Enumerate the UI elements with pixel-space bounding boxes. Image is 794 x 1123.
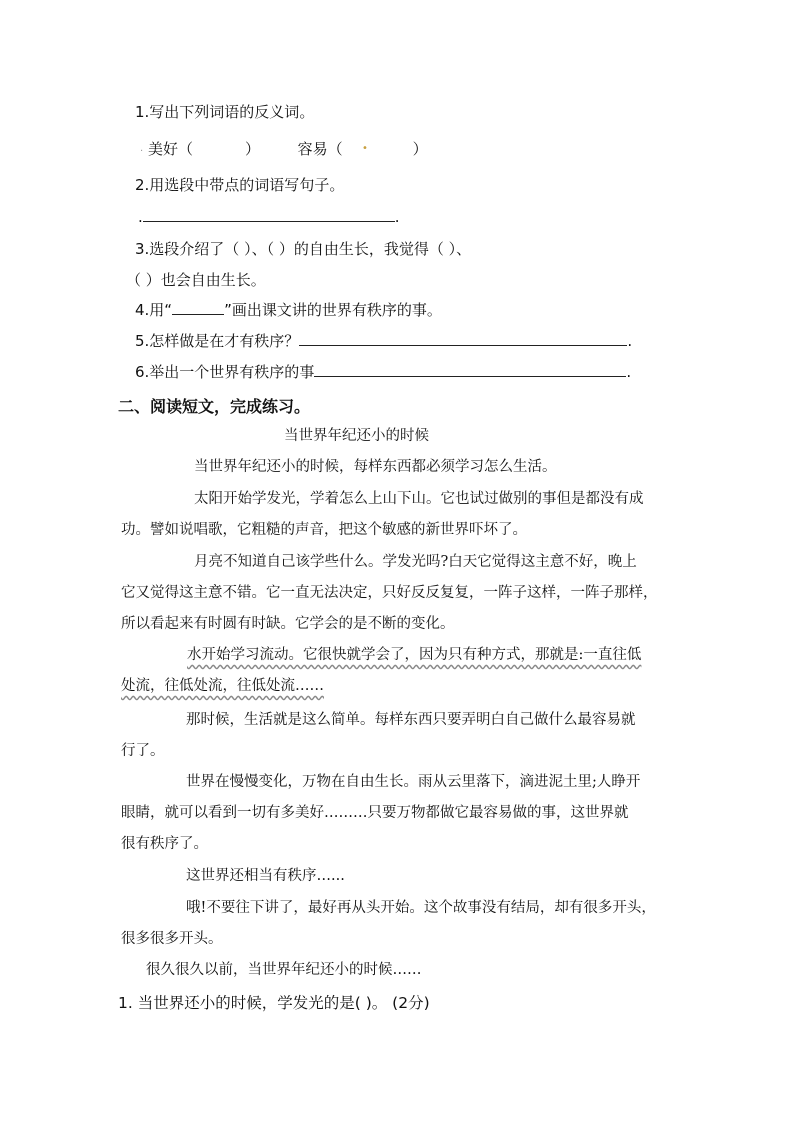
reading-question-1: 1. 当世界还小的时候，学发光的是( )。 (2分) [118, 994, 430, 1012]
paragraph-6-line-1: 世界在慢慢变化，万物在自由生长。雨从云里落下，滴进泥土里;人睁开 [186, 774, 641, 790]
question-1-answers [140, 139, 428, 162]
lead-dot: . [138, 208, 143, 226]
question-3-line-2: （ ）也会自由生长。 [126, 271, 266, 289]
close-paren-1: ） [244, 140, 260, 158]
q5-end: . [627, 332, 633, 350]
question-2-answer-line [138, 207, 400, 227]
q6-text: 6.举出一个世界有秩序的事 [135, 363, 315, 381]
paragraph-3-line-1: 月亮不知道自己该学些什么。学发光吗?白天它觉得这主意不好，晚上 [194, 554, 637, 570]
word-meihao: 美好（ [147, 140, 193, 158]
close-paren-2: ） [412, 140, 428, 158]
paragraph-8-line-2: 很多很多开头。 [121, 931, 223, 947]
section-heading: 二、阅读短文，完成练习。 [118, 397, 311, 416]
orange-dot: • [362, 143, 368, 154]
question-2: 2.用选段中带点的词语写句子。 [135, 176, 345, 194]
paragraph-3-line-3: 所以看起来有时圆有时缺。它学会的是不断的变化。 [121, 616, 455, 632]
paragraph-8-line-1: 哦!不要往下讲了，最好再从头开始。这个故事没有结局，却有很多开头， [186, 900, 656, 916]
question-6 [135, 362, 631, 382]
answer-line-5[interactable] [299, 331, 627, 346]
answer-line-6[interactable] [314, 362, 626, 377]
paragraph-3-line-2: 它又觉得这主意不错。它一直无法决定，只好反反复复，一阵子这样，一阵子那样， [121, 585, 658, 601]
paragraph-9: 很久很久以前，当世界年纪还小的时候…… [146, 962, 422, 978]
passage-title: 当世界年纪还小的时候 [284, 428, 429, 444]
paragraph-2-line-2: 功。譬如说唱歌，它粗糙的声音，把这个敏感的新世界吓坏了。 [121, 522, 527, 538]
q4-start: 4.用“ [135, 301, 173, 319]
q4-end: ”画出课文讲的世界有秩序的事。 [224, 301, 442, 319]
paragraph-4-line-1: 水开始学习流动。它很快就学会了，因为只有种方式，那就是:一直往低 [187, 647, 642, 663]
paragraph-7: 这世界还相当有秩序…... [186, 868, 345, 884]
answer-line-2[interactable] [143, 207, 395, 222]
paragraph-5-line-1: 那时候，生活就是这么简单。每样东西只要弄明白自己做什么最容易就 [186, 712, 636, 728]
question-4 [135, 300, 442, 320]
paragraph-6-line-3: 很有秩序了。 [121, 836, 208, 852]
paragraph-6-line-2: 眼睛，就可以看到一切有多美好………只要万物都做它最容易做的事，这世界就 [121, 805, 629, 821]
q5-text: 5.怎样做是在才有秩序？ [135, 332, 300, 350]
end-dot: . [394, 208, 400, 226]
q6-end: . [626, 363, 632, 381]
word-rongyi: 容易（ [297, 140, 343, 158]
paragraph-5-line-2: 行了。 [121, 743, 165, 759]
question-5 [135, 331, 632, 351]
question-3-line-1: 3.选段介绍了（ ）、（ ）的自由生长，我觉得（ ）、 [135, 240, 472, 258]
paragraph-4-line-2: 处流，往低处流，往低处流…… [121, 678, 324, 694]
question-1: 1.写出下列词语的反义词。 [135, 103, 315, 121]
paragraph-1: 当世界年纪还小的时候，每样东西都必须学习怎么生活。 [194, 459, 557, 475]
tick-mark: · [140, 146, 144, 157]
q4-blank[interactable] [172, 300, 224, 315]
paragraph-2-line-1: 太阳开始学发光，学着怎么上山下山。它也试过做别的事但是都没有成 [194, 491, 644, 507]
